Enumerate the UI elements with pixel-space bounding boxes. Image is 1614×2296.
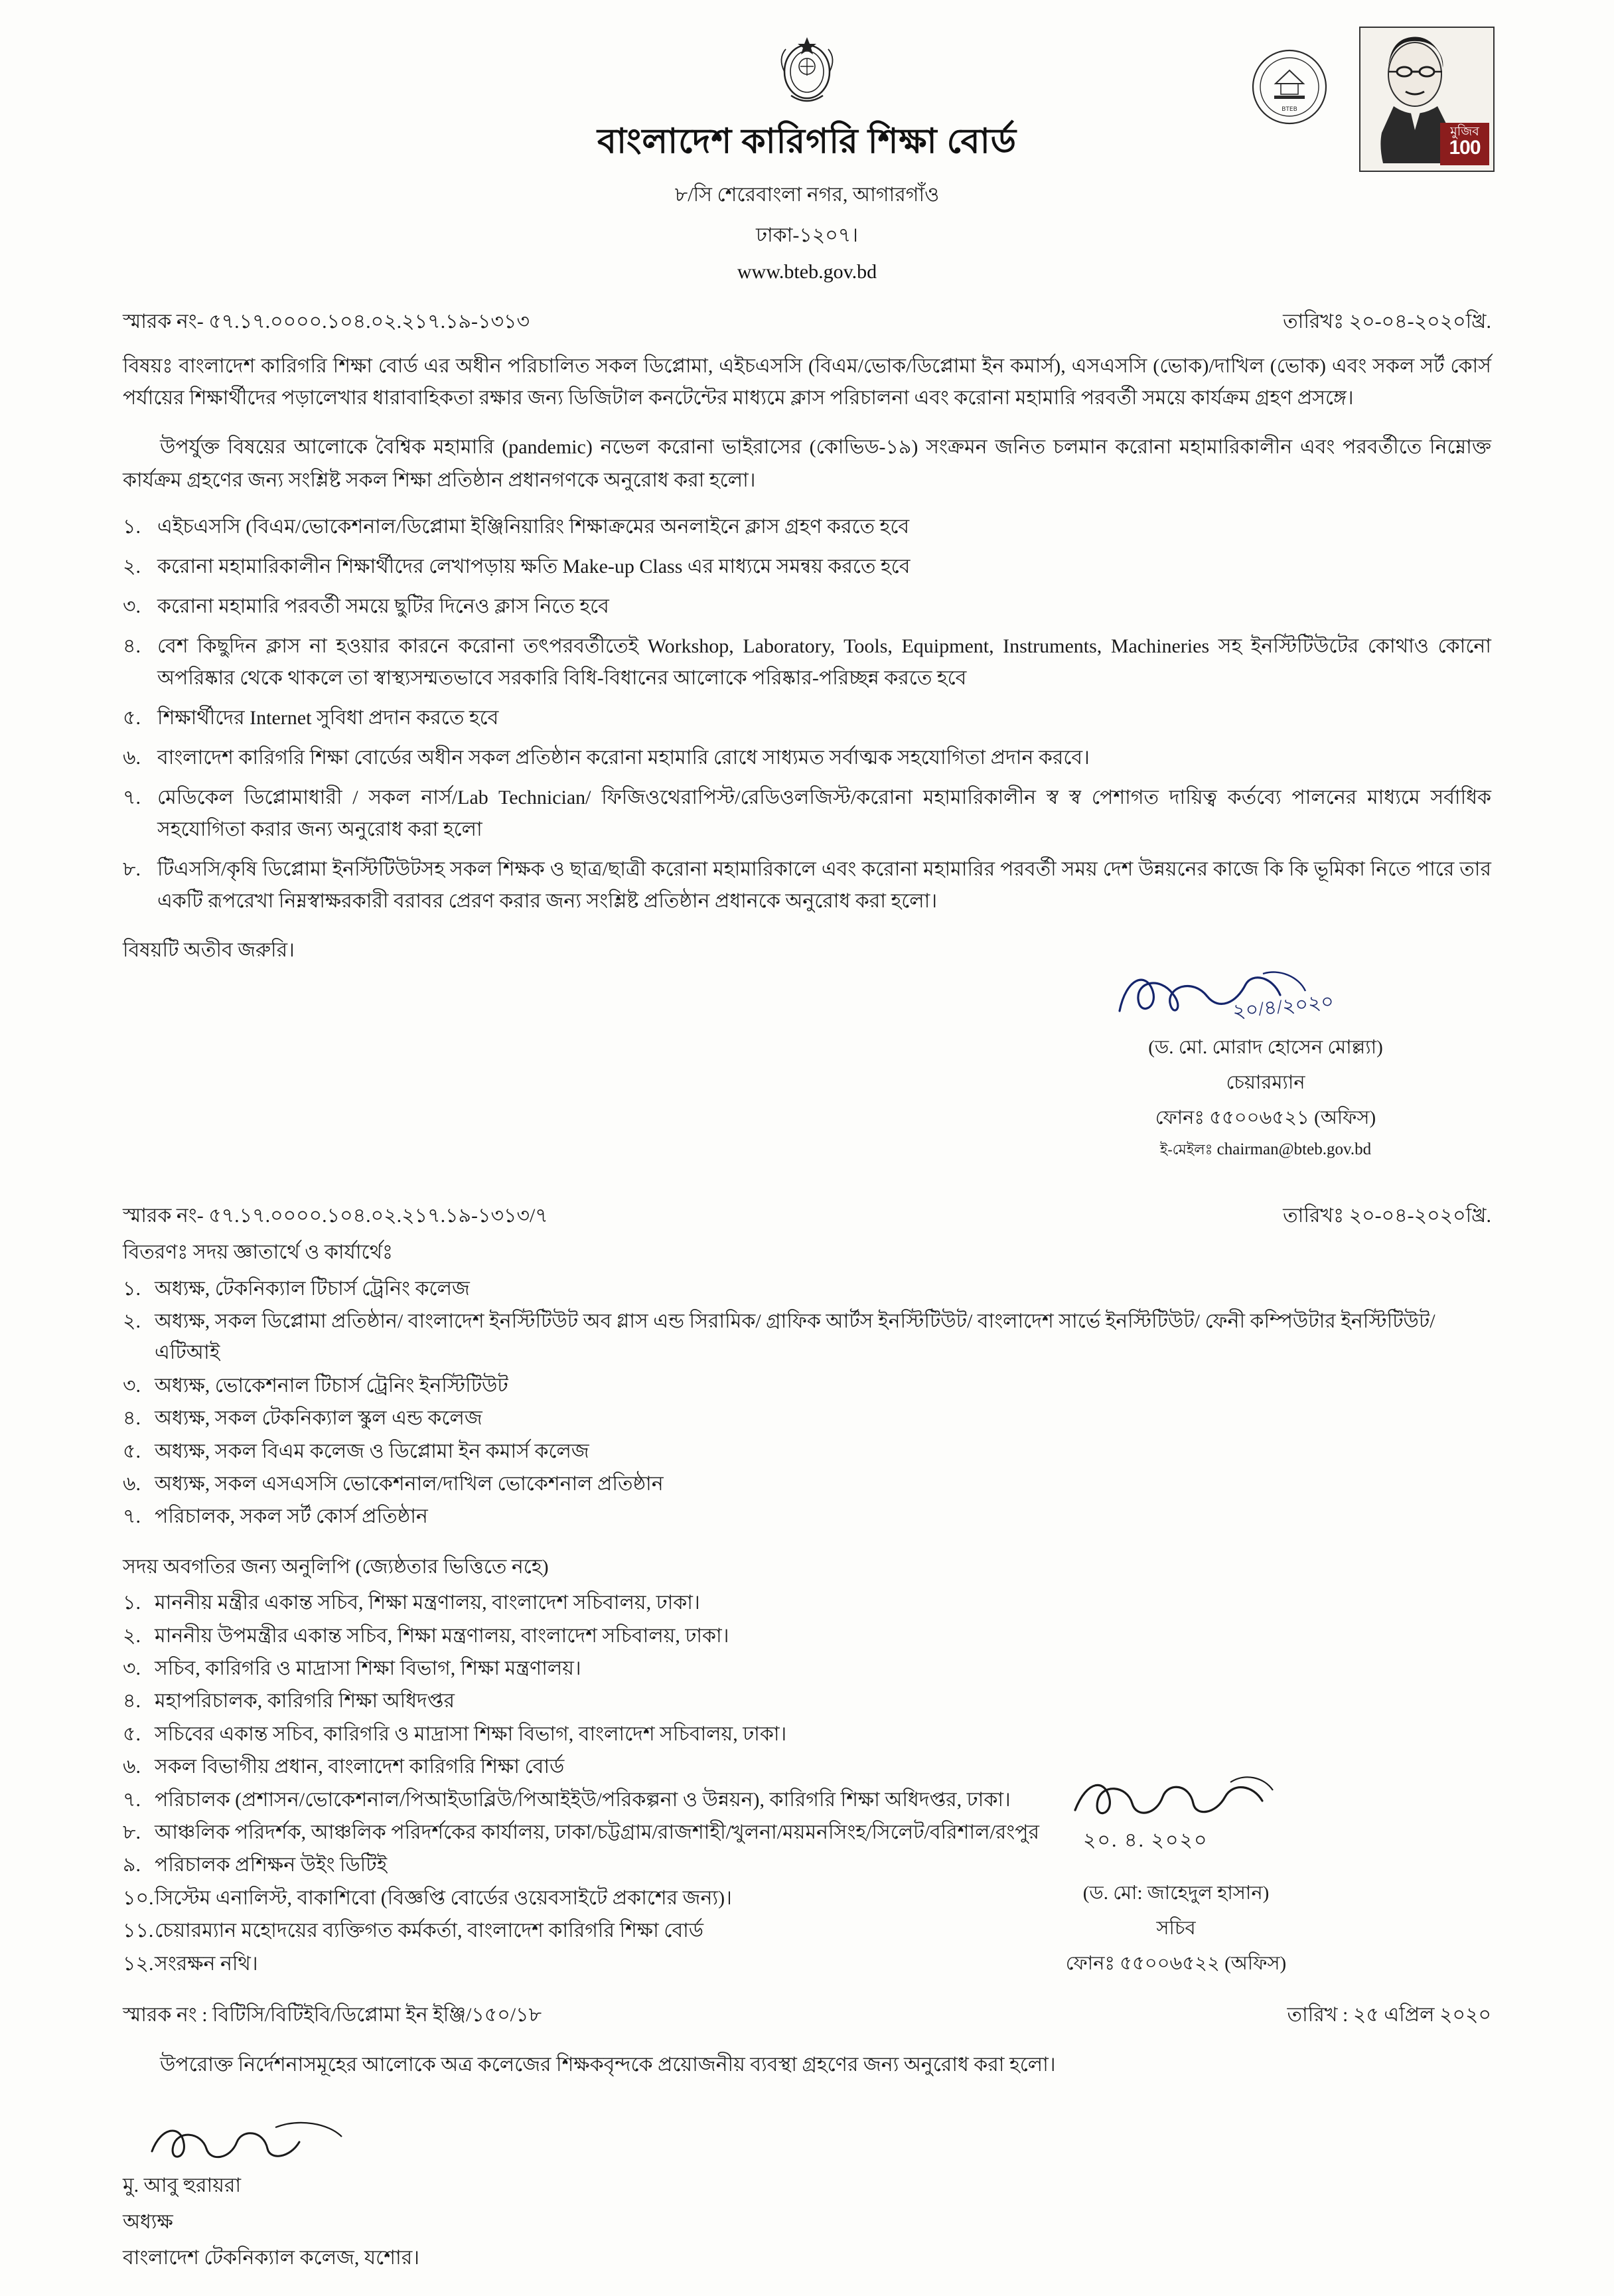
list-item-text: সকল বিভাগীয় প্রধান, বাংলাদেশ কারিগরি শিক্ষা বোর্ড bbox=[155, 1756, 565, 1778]
secretary-role: সচিব bbox=[1156, 1918, 1196, 1940]
urgent-note: বিষয়টি অতীব জরুরি। bbox=[123, 939, 295, 962]
list-item bbox=[123, 1306, 1491, 1369]
list-item-text: বেশ কিছুদিন ক্লাস না হওয়ার কারনে করোনা তৎপরবর্তীতেই Workshop, Laboratory, Tools, Equipment, Instruments, Machineries সহ ইনস্টিটিউটের কোথাও কোনো অপরিষ্কার থেকে থাকলে তা স্বাস্থ্যসম্মতভাবে সরকারি বিধি-বিধানের আলোকে পরিষ্কার-পরিচ্ছন্ন করতে হবে bbox=[157, 635, 1491, 690]
chairman-email[interactable]: chairman@bteb.gov.bd bbox=[1216, 1140, 1372, 1158]
list-item-number: ১. bbox=[123, 516, 141, 538]
list-item bbox=[123, 854, 1491, 917]
list-item-text: মাননীয় উপমন্ত্রীর একান্ত সচিব, শিক্ষা মন্ত্রণালয়, বাংলাদেশ সচিবালয়, ঢাকা। bbox=[155, 1624, 729, 1647]
list-item-number: ৪. bbox=[123, 1407, 141, 1430]
list-item-number: ২. bbox=[123, 1624, 141, 1647]
list-item-text: অধ্যক্ষ, ভোকেশনাল টিচার্স ট্রেনিং ইনস্টিটিউট bbox=[155, 1374, 508, 1397]
list-item bbox=[123, 1273, 1491, 1304]
list-item-number: ৫. bbox=[123, 1440, 141, 1462]
principal-institution: বাংলাদেশ টেকনিক্যাল কলেজ, যশোর। bbox=[123, 2247, 419, 2269]
instruction-list bbox=[123, 511, 1491, 917]
chairman-role: চেয়ারম্যান bbox=[1226, 1071, 1305, 1093]
list-item-number: ৬. bbox=[123, 1472, 141, 1495]
list-item bbox=[123, 1436, 1491, 1467]
list-item-text: মহাপরিচালক, কারিগরি শিক্ষা অধিদপ্তর bbox=[155, 1690, 455, 1713]
list-item-text: পরিচালক প্রশিক্ষন উইং ডিটিই bbox=[155, 1854, 388, 1876]
list-item bbox=[123, 742, 1491, 774]
list-item-number: ৩. bbox=[123, 1657, 141, 1680]
memo-number: স্মারক নং- ৫৭.১৭.০০০০.১০৪.০২.২১৭.১৯-১৩১৩ bbox=[123, 311, 530, 333]
chairman-email-row bbox=[1080, 1136, 1451, 1164]
list-item bbox=[123, 1403, 1491, 1434]
list-item-text: মেডিকেল ডিপ্লোমাধারী / সকল নার্স/Lab Technician/ ফিজিওথেরাপিস্ট/রেডিওলজিস্ট/করোনা মহামারিকালীন স্ব স্ব পেশাগত দায়িত্ব কর্তব্যে পালনের মাধ্যমে সর্বাধিক সহযোগিতা করার জন্য অনুরোধ করা হলো bbox=[157, 787, 1491, 841]
memo2-number: স্মারক নং- ৫৭.১৭.০০০০.১০৪.০২.২১৭.১৯-১৩১৩/৭ bbox=[123, 1205, 548, 1227]
list-item-text: সচিব, কারিগরি ও মাদ্রাসা শিক্ষা বিভাগ, শিক্ষা মন্ত্রণালয়। bbox=[155, 1657, 581, 1680]
chairman-phone: ফোনঃ ৫৫০০৬৫২১ (অফিস) bbox=[1155, 1107, 1376, 1128]
list-item bbox=[123, 591, 1491, 623]
list-item bbox=[123, 1685, 1491, 1717]
principal-role: অধ্যক্ষ bbox=[123, 2210, 173, 2233]
list-item-number: ৫. bbox=[123, 1722, 141, 1745]
footer-memo-row bbox=[123, 1999, 1491, 2032]
list-item bbox=[123, 1653, 1491, 1684]
memo-date: তারিখঃ ২০-০৪-২০২০খ্রি. bbox=[1283, 311, 1491, 333]
chairman-signature-date: ২০/৪/২০২০ bbox=[1231, 990, 1335, 1023]
secretary-signature-date: ২০. ৪. ২০২০ bbox=[1083, 1829, 1209, 1852]
list-item-text: টিএসসি/কৃষি ডিপ্লোমা ইনস্টিটিউটসহ সকল শিক্ষক ও ছাত্র/ছাত্রী করোনা মহামারিকালে এবং করোনা মহামারির পরবর্তী সময় দেশ উন্নয়নের কাজে কি কি ভূমিকা নিতে পারে তার একটি রূপরেখা নিম্নস্বাক্ষরকারী বরাবর প্রেরণ করার জন্য সংশ্লিষ্ট প্রতিষ্ঠান প্রধানকে অনুরোধ করা হলো। bbox=[157, 858, 1491, 913]
list-item-text: সংরক্ষন নথি। bbox=[155, 1952, 258, 1975]
bangladesh-govt-emblem-icon bbox=[771, 32, 843, 110]
bteb-official-seal-icon bbox=[1250, 48, 1329, 126]
list-item-number: ১০. bbox=[123, 1886, 154, 1909]
copy-list-title: সদয় অবগতির জন্য অনুলিপি (জ্যেষ্ঠতার ভিত্তিতে নহে) bbox=[123, 1555, 549, 1578]
distribution-title: বিতরণঃ সদয় জ্ঞাতার্থে ও কার্যার্থেঃ bbox=[123, 1241, 394, 1263]
list-item-text: চেয়ারম্যান মহোদয়ের ব্যক্তিগত কর্মকর্তা, বাংলাদেশ কারিগরি শিক্ষা বোর্ড bbox=[155, 1920, 703, 1942]
list-item bbox=[123, 551, 1491, 583]
list-item bbox=[123, 1587, 1491, 1618]
list-item-number: ৮. bbox=[123, 858, 141, 881]
footer-paragraph: উপরোক্ত নির্দেশনাসমূহের আলোকে অত্র কলেজের শিক্ষকবৃন্দকে প্রয়োজনীয় ব্যবস্থা গ্রহণের জন্য অনুরোধ করা হলো। bbox=[160, 2053, 1056, 2076]
list-item-text: এইচএসসি (বিএম/ভোকেশনাল/ডিপ্লোমা ইঞ্জিনিয়ারিং শিক্ষাক্রমের অনলাইনে ক্লাস গ্রহণ করতে হবে bbox=[157, 516, 910, 538]
list-item bbox=[123, 1620, 1491, 1651]
list-item-number: ১২. bbox=[123, 1952, 154, 1975]
secretary-phone: ফোনঃ ৫৫০০৬৫২২ (অফিস) bbox=[1065, 1953, 1287, 1974]
list-item-text: অধ্যক্ষ, টেকনিক্যাল টিচার্স ট্রেনিং কলেজ bbox=[155, 1277, 470, 1300]
list-item-text: সচিবের একান্ত সচিব, কারিগরি ও মাদ্রাসা শিক্ষা বিভাগ, বাংলাদেশ সচিবালয়, ঢাকা। bbox=[155, 1722, 787, 1745]
list-item bbox=[123, 1719, 1491, 1750]
list-item-number: ১. bbox=[123, 1277, 141, 1300]
list-item-text: করোনা মহামারি পরবর্তী সময়ে ছুটির দিনেও ক্লাস নিতে হবে bbox=[157, 595, 609, 618]
list-item-text: অধ্যক্ষ, সকল ডিপ্লোমা প্রতিষ্ঠান/ বাংলাদেশ ইনস্টিটিউট অব গ্লাস এন্ড সিরামিক/ গ্রাফিক আর্টস ইনস্টিটিউট/ বাংলাদেশ সার্ভে ইনস্টিটিউট/ ফেনী কম্পিউটার ইনস্টিটিউট/ এটিআই bbox=[155, 1310, 1435, 1364]
list-item-number: ৬. bbox=[123, 1756, 141, 1778]
organization-address-line1: ৮/সি শেরেবাংলা নগর, আগারগাঁও bbox=[674, 184, 940, 206]
list-item-number: ৭. bbox=[123, 787, 141, 809]
list-item-number: ১. bbox=[123, 1592, 141, 1614]
document-body bbox=[0, 306, 1614, 2275]
secretary-signature-mark bbox=[1003, 1777, 1349, 1876]
list-item bbox=[123, 782, 1491, 846]
mujib-borsho-stamp-icon bbox=[1359, 27, 1495, 172]
list-item-number: ৫. bbox=[123, 707, 141, 729]
memo2-date: তারিখঃ ২০-০৪-২০২০খ্রি. bbox=[1283, 1205, 1491, 1227]
list-item-number: ২. bbox=[123, 556, 141, 578]
list-item-number: ২. bbox=[123, 1310, 141, 1332]
list-item-text: করোনা মহামারিকালীন শিক্ষার্থীদের লেখাপড়ায় ক্ষতি Make-up Class এর মাধ্যমে সমন্বয় করতে হবে bbox=[157, 556, 911, 578]
footer-memo-date: তারিখ : ২৫ এপ্রিল ২০২০ bbox=[1287, 2003, 1491, 2026]
list-item-text: অধ্যক্ষ, সকল এসএসসি ভোকেশনাল/দাখিল ভোকেশনাল প্রতিষ্ঠান bbox=[155, 1472, 664, 1495]
list-item-text: মাননীয় মন্ত্রীর একান্ত সচিব, শিক্ষা মন্ত্রণালয়, বাংলাদেশ সচিবালয়, ঢাকা। bbox=[155, 1592, 700, 1614]
list-item-text: পরিচালক, সকল সর্ট কোর্স প্রতিষ্ঠান bbox=[155, 1505, 428, 1528]
principal-signature-block bbox=[123, 2121, 1491, 2275]
list-item-number: ৬. bbox=[123, 747, 141, 769]
list-item-text: বাংলাদেশ কারিগরি শিক্ষা বোর্ডের অধীন সকল প্রতিষ্ঠান করোনা মহামারি রোধে সাধ্যমত সর্বাত্মক সহযোগিতা প্রদান করবে। bbox=[157, 747, 1090, 769]
list-item-number: ১১. bbox=[123, 1920, 154, 1942]
distribution-list bbox=[123, 1273, 1491, 1533]
list-item-text: আঞ্চলিক পরিদর্শক, আঞ্চলিক পরিদর্শকের কার্যালয়, ঢাকা/চট্টগ্রাম/রাজশাহী/খুলনা/ময়মনসিংহ/সিলেট/বরিশাল/রংপুর bbox=[155, 1821, 1040, 1844]
list-item-text: অধ্যক্ষ, সকল টেকনিক্যাল স্কুল এন্ড কলেজ bbox=[155, 1407, 482, 1430]
organization-website[interactable]: www.bteb.gov.bd bbox=[737, 261, 877, 283]
list-item bbox=[123, 1468, 1491, 1499]
svg-text:BTEB: BTEB bbox=[1282, 106, 1297, 113]
list-item-number: ৮. bbox=[123, 1821, 141, 1844]
mujib-borsho-badge: মুজিব 100 bbox=[1440, 123, 1489, 165]
chairman-name: (ড. মো. মোরাদ হোসেন মোল্ল্যা) bbox=[1148, 1036, 1383, 1058]
list-item-number: ৪. bbox=[123, 635, 141, 658]
list-item-number: ৩. bbox=[123, 1374, 141, 1397]
principal-signature-mark bbox=[123, 2121, 1491, 2167]
chairman-signature-block bbox=[1080, 971, 1451, 1163]
intro-paragraph: উপর্যুক্ত বিষয়ের আলোকে বৈশ্বিক মহামারি (pandemic) নভেল করোনা ভাইরাসের (কোভিড-১৯) সংক্রমন জনিত চলমান করোনা মহামারিকালীন এবং পরবর্তীতে নিম্নোক্ত কার্যক্রম গ্রহণের জন্য সংশ্লিষ্ট সকল শিক্ষা প্রতিষ্ঠান প্রধানগণকে অনুরোধ করা হলো। bbox=[123, 435, 1491, 491]
list-item-text: সিস্টেম এনালিস্ট, বাকাশিবো (বিজ্ঞপ্তি বোর্ডের ওয়েবসাইটে প্রকাশের জন্য)। bbox=[155, 1886, 732, 1909]
list-item-text: শিক্ষার্থীদের Internet সুবিধা প্রদান করতে হবে bbox=[157, 707, 499, 729]
list-item-number: ৭. bbox=[123, 1505, 141, 1528]
principal-name: মু. আবু হুরায়রা bbox=[123, 2175, 242, 2197]
organization-name: বাংলাদেশ কারিগরি শিক্ষা বোর্ড bbox=[597, 123, 1017, 161]
list-item-number: ৭. bbox=[123, 1788, 141, 1811]
secretary-name: (ড. মো: জাহেদুল হাসান) bbox=[1082, 1882, 1270, 1904]
footer-memo-number: স্মারক নং : বিটিসি/বিটিইবি/ডিপ্লোমা ইন ইঞ্জি/১৫০/১৮ bbox=[123, 2003, 542, 2026]
memo-row-second bbox=[123, 1200, 1491, 1233]
chairman-email-label: ই-মেইলঃ bbox=[1159, 1140, 1213, 1158]
secretary-signature-block bbox=[1003, 1770, 1349, 1979]
list-item bbox=[123, 511, 1491, 543]
list-item-text: পরিচালক (প্রশাসন/ভোকেশনাল/পিআইডাব্লিউ/পিআইইউ/পরিকল্পনা ও উন্নয়ন), কারিগরি শিক্ষা অধিদপ্তর, ঢাকা। bbox=[155, 1788, 1011, 1811]
list-item bbox=[123, 1370, 1491, 1401]
organization-address-line2: ঢাকা-১২০৭। bbox=[755, 224, 859, 246]
chairman-signature-mark bbox=[1080, 971, 1451, 1031]
list-item bbox=[123, 1501, 1491, 1532]
subject-line: বিষয়ঃ বাংলাদেশ কারিগরি শিক্ষা বোর্ড এর অধীন পরিচালিত সকল ডিপ্লোমা, এইচএসসি (বিএম/ভোক/ডিপ্লোমা ইন কমার্স), এসএসসি (ভোক)/দাখিল (ভোক) এবং সকল সর্ট কোর্স পর্যায়ের শিক্ষার্থীদের পড়ালেখার ধারাবাহিকতা রক্ষার জন্য ডিজিটাল কনটেন্টের মাধ্যমে ক্লাস পরিচালনা এবং করোনা মহামারি পরবর্তী সময়ে কার্যক্রম গ্রহণ প্রসঙ্গে। bbox=[123, 354, 1491, 410]
list-item bbox=[123, 631, 1491, 694]
list-item-number: ৪. bbox=[123, 1690, 141, 1713]
list-item-number: ৯. bbox=[123, 1854, 141, 1876]
list-item bbox=[123, 702, 1491, 734]
memo-row-top bbox=[123, 306, 1491, 339]
list-item-number: ৩. bbox=[123, 595, 141, 618]
list-item-text: অধ্যক্ষ, সকল বিএম কলেজ ও ডিপ্লোমা ইন কমার্স কলেজ bbox=[155, 1440, 589, 1462]
document-header bbox=[0, 0, 1614, 283]
